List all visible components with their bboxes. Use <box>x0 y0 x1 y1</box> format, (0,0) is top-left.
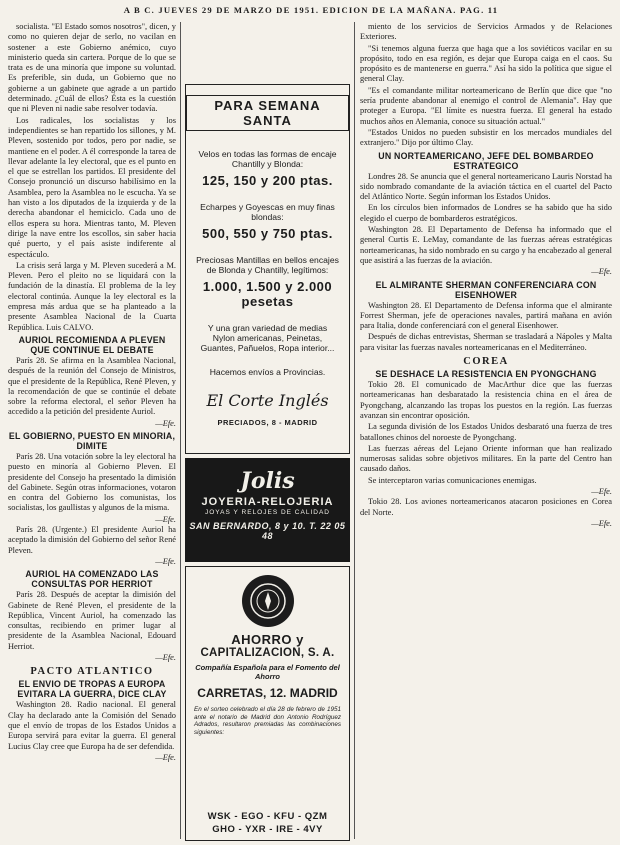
article-paragraph: París 28. Se afirma en la Asamblea Nacional, después de la reunión del Consejo de Ministros, que el presidente de la República, René Pleven, y la recomendación de que se continúe el debate sobre la reforma electoral, el señor Pleven ha accedido a la petición del presidente Auriol. <box>8 355 176 417</box>
headline: SE DESHACE LA RESISTENCIA EN PYONGCHANG <box>375 369 597 380</box>
article-paragraph: La segunda división de los Estados Unidos desbarató una fuerza de tres batallones chinos del noroeste de Pyongchang. <box>360 422 612 442</box>
agency-signature: —Efe. <box>591 486 612 496</box>
ad-title: PARA SEMANA SANTA <box>186 95 349 131</box>
ad-price: 125, 150 y 200 ptas. <box>202 173 333 188</box>
agency-signature: —Efe. <box>155 556 176 566</box>
ad-item: Y una gran variedad de medias Nylon americanas, Peinetas, Guantes, Pañuelos, Ropa interior... <box>200 323 335 353</box>
headline: AURIOL RECOMIENDA A PLEVEN QUE CONTINUE EL DEBATE <box>18 334 166 355</box>
article-paragraph: "Si tenemos alguna fuerza que haga que a los soviéticos vacilar en su propósito, todo en esa región, es dejar que Europa caiga en el caos. Su propósito es de mantenerse en guerra." Así ha sido la política que sigue el general Clay. <box>360 43 612 84</box>
article-paragraph: Washington 28. El Departamento de Defensa informa que el almirante Forrest Sherman, jefe de operaciones navales, partirá mañana en avión para Italia, donde conferenciará con el general Eisenhower. <box>360 300 612 331</box>
agency-signature: —Efe. <box>591 267 612 277</box>
left-column <box>8 22 176 841</box>
article-paragraph: Los radicales, los socialistas y los independientes se han repartido los sillones, y M. Pleven, sostenido por todos, pero por nadie, se mantiene en el poder. A él corresponde la tarea de llevar adelante la ley electoral, que es el punto en el que se estrellan los partidos. El presidente del Consejo pronunció un discurso habilísimo en la Asamblea, pero la Asamblea no le escucha. Ya se han visto a los diputados de la izquierda y de la derecha abandonar el hemiciclo. Cada uno de ellos espera su hora. Mientras tanto, M. Pleven dirige la nave entre los escollos, sin saber hacia qué puerto, y el país asiste indiferente al espectáculo. <box>8 115 176 259</box>
ad-semana-santa <box>185 84 350 454</box>
article-paragraph: Después de dichas entrevistas, Sherman se trasladará a Nápoles y Malta para visitar las fuerzas navales norteamericanas en el Mediterráneo. <box>360 332 612 352</box>
ad-combinations <box>186 809 349 835</box>
article-paragraph: Washington 28. El Departamento de Defensa ha informado que el general Curtis E. LeMay, comandante de las fuerzas aéreas estratégicas norteamericanas, ha sido nombrado en su cargo y ha encabezado al general que asistirá a las fuerzas de la aviación. <box>360 225 612 265</box>
article-paragraph: miento de los servicios de Servicios Armados y de Relaciones Exteriores. <box>360 22 612 42</box>
article-paragraph: Londres 28. Se anuncia que el general norteamericano Lauris Norstad ha sido nombrado comandante de la aviación táctica en el cuartel del Pacto del Atlántico Norte. Según informan los Estados Unidos. <box>360 171 612 202</box>
article-paragraph: "Es el comandante militar norteamericano de Berlín que dice que "no sería prudente abandonar al enemigo el control de Alemania". Hay que proteger a Europa. "El límite es nuestra fuerza. El general ha estado muchos años en Alemania, conoce su situación actual." <box>360 85 612 126</box>
ad-title: AHORRO y <box>231 632 304 647</box>
brand-logo: Jolis <box>240 468 295 494</box>
ad-subtitle: Compañía Española para el Fomento del Ahorro <box>195 663 340 681</box>
column-divider <box>354 22 355 839</box>
headline: EL ENVIO DE TROPAS A EUROPA EVITARA LA GUERRA, DICE CLAY <box>17 679 167 700</box>
seal-icon <box>242 575 294 627</box>
ad-title: JOYERIA-RELOJERIA <box>201 496 334 508</box>
article-paragraph: París 28. (Urgente.) El presidente Auriol ha aceptado la dimisión del Gobierno del señor René Pleven. <box>8 525 176 555</box>
ad-ahorro <box>185 566 350 841</box>
ad-price: 1.000, 1.500 y 2.000 pesetas <box>202 279 333 309</box>
article-paragraph: Tokio 28. El comunicado de MacArthur dice que las fuerzas norteamericanas han desbaratado la resistencia china en el área de Pyongchang, alcanzando las tropas los puestos en la región. Las fuerzas avanzan sin encontrar oposición. <box>360 380 612 420</box>
page-header: A B C. JUEVES 29 DE MARZO DE 1951. EDICION DE LA MAÑANA. PAG. 11 <box>123 5 499 15</box>
article-paragraph: París 28. Una votación sobre la ley electoral ha puesto en minoría al Gobierno Pleven. El presidente del Consejo ha presentado la dimisión del Gabinete. Según otras informaciones, votaron en contra del Gobierno los comunistas, los socialistas, los gaullistas y algunos de la misma. <box>8 451 176 513</box>
agency-signature: —Efe. <box>155 653 176 663</box>
article-paragraph: socialista. "El Estado somos nosotros", dicen, y como no quieren dejar de serlo, no vacilan en sostener a este Gobierno anémico, cuyo ministerio queda sin cartera. Porque de lo que se trata es de una minoría que impone su voluntad. Es preferible, sin duda, un Gobierno que no gobierne a un gabinete que agrade a un partido determinado. ¿Cuál de ellos? Ésta es la cuestión que ni Pleven ni nadie sabe resolver todavía. <box>8 22 176 114</box>
ad-item: Echarpes y Goyescas en muy finas blondas: <box>200 202 335 222</box>
ad-title: CAPITALIZACION, S. A. <box>200 647 335 659</box>
article-paragraph: "Estados Unidos no pueden subsistir en los mercados mundiales del extranjero." Dijo por último Clay. <box>360 127 612 148</box>
ad-item: Preciosas Mantillas en bellos encajes de Blonda y Chantilly, legítimos: <box>196 255 339 275</box>
right-column <box>360 22 612 841</box>
ad-item: Hacemos envíos a Provincias. <box>209 367 326 377</box>
headline: UN NORTEAMERICANO, JEFE DEL BOMBARDEO ESTRATEGICO <box>378 150 594 171</box>
headline: EL ALMIRANTE SHERMAN CONFERENCIARA CON EISENHOWER <box>375 279 597 300</box>
combination-line: WSK - EGO - KFU - QZM <box>207 811 328 822</box>
ad-tagline: JOYAS Y RELOJES DE CALIDAD <box>205 509 330 516</box>
ad-legal-text: En el sorteo celebrado el día 28 de febrero de 1951 ante el notario de Madrid don Antonio Rodríguez Adrados, resultaron premiadas las combinaciones siguientes: <box>194 706 341 736</box>
agency-signature: —Efe. <box>155 752 176 762</box>
article-paragraph: París 28. Después de aceptar la dimisión del Gabinete de René Pleven, el presidente de la República, Vincent Auriol, ha comenzado las consultas, recibiendo en primer lugar al presidente de la Asamblea Nacional, Edouard Herriot. <box>8 590 176 651</box>
combination-line: GHO - YXR - IRE - 4VY <box>212 824 323 835</box>
ad-address: CARRETAS, 12. MADRID <box>197 686 338 700</box>
article-paragraph: Tokio 28. Los aviones norteamericanos atacaron posiciones en Corea del Norte. <box>360 497 612 517</box>
article-paragraph: Se interceptaron varias comunicaciones enemigas. <box>368 475 537 485</box>
headline: AURIOL HA COMENZADO LAS CONSULTAS POR HERRIOT <box>25 569 159 590</box>
agency-signature: —Efe. <box>155 514 176 524</box>
ad-jolis <box>185 458 350 562</box>
brand-logo: El Corte Inglés <box>206 391 329 410</box>
agency-signature: —Efe. <box>591 518 612 528</box>
agency-signature: —Efe. <box>155 418 176 428</box>
ad-address: SAN BERNARDO, 8 y 10. T. 22 05 48 <box>189 521 346 541</box>
headline: EL GOBIERNO, PUESTO EN MINORIA, DIMITE <box>8 430 176 451</box>
ad-price: 500, 550 y 750 ptas. <box>202 226 333 241</box>
ad-address: PRECIADOS, 8 - MADRID <box>217 418 318 427</box>
section-title: COREA <box>463 356 509 368</box>
section-title: PACTO ATLANTICO <box>30 666 154 678</box>
column-divider <box>180 22 181 839</box>
article-paragraph: Las fuerzas aéreas del Lejano Oriente informan que han realizado numerosas salidas sobre objetivos militares. En la parte del Centro han causado daños. <box>360 443 612 474</box>
article-paragraph: En los círculos bien informados de Londres se ha sabido que ha sido elegido el cuerpo de bombarderos estratégicos. <box>360 203 612 223</box>
ad-item: Velos en todas las formas de encaje Chantilly y Blonda: <box>198 149 337 169</box>
article-paragraph: La crisis será larga y M. Pleven sucederá a M. Pleven. Pero el pleito no se liquidará con la fundación de la dinastía. El problema de la ley electoral continúa. Aunque la ley electoral es la empresa más ardua que se ha planteado a la presente Asamblea Nacional de la Cuarta República. Luis CALVO. <box>8 260 176 332</box>
article-paragraph: Washington 28. Radio nacional. El general Clay ha declarado ante la Comisión del Senado que el envío de tropas de los Estados Unidos a Europa servirá para evitar la guerra. El general Lucius Clay cree que Europa ha de ser defendida. <box>8 700 176 751</box>
